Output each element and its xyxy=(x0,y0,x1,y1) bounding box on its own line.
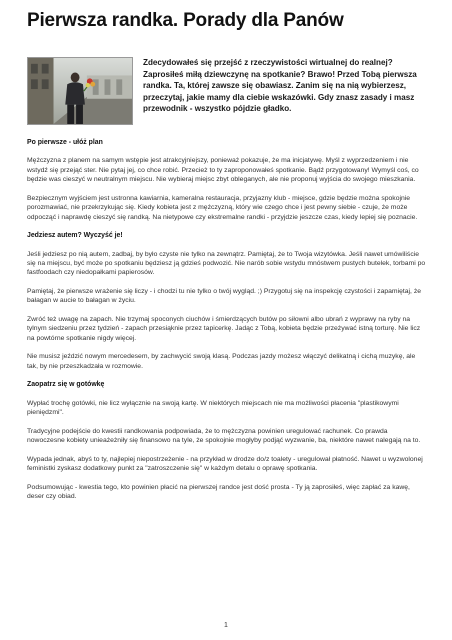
paragraph: Zwróć też uwagę na zapach. Nie trzymaj spoconych ciuchów i śmierdzących butów po siłowni albo ubrań z wyprawy na ryby na tylnym siedzeniu przez tydzień - zapach przesiąknie przez tapicerkę. Jadąc z Tobą, kobieta będzie przeżywać istną torturę. Nie licz na powtórne spotkanie nigdy więcej. xyxy=(27,316,421,342)
page-number: 1 xyxy=(224,622,228,629)
paragraph: Podsumowując - kwestia tego, kto powinien płacić na pierwszej randce jest dość prosta - Ty ją zaprosiłeś, więc zapłać za kawę, deser czy obiad. xyxy=(27,483,410,501)
article-body xyxy=(27,138,427,511)
paragraph: Wypada jednak, abyś to ty, najlepiej niepostrzeżenie - na przykład w drodze do/z toalety - uregulował płatność. Nawet u wyzwolonej feministki zyskasz dodatkowy punkt za "zatroszczenie się" w każdym detalu o oprawę spotkania. xyxy=(27,455,423,473)
paragraph: Pamiętaj, że pierwsze wrażenie się liczy - i chodzi tu nie tylko o twój wygląd. ;) Przygotuj się na inspekcję czystości i zapamiętaj, że bałagan w aucie to bałagan w życiu. xyxy=(27,288,422,305)
paragraph: Bezpiecznym wyjściem jest ustronna kawiarnia, kameralna restauracja, przyjazny klub - miejsce, gdzie będzie można spokojnie porozmawiać, nie przekrzykując się. Kiedy kobieta jest z mężczyzną, który wie czego chce i jest pewny siebie - czuje, że może odpocząć i naprawdę cieszyć się randką. Na nietypowe czy ekstremalne randki - przyjdzie jeszcze czas, kiedy lepiej się poznacie. xyxy=(27,194,418,221)
man-with-flowers-image xyxy=(28,58,132,124)
section-heading: Zaopatrz się w gotówkę xyxy=(27,381,105,389)
section-heading: Po pierwsze - ułóż plan xyxy=(27,139,103,146)
section xyxy=(27,380,427,501)
article-title: Pierwsza randka. Porady dla Panów xyxy=(27,10,344,31)
paragraph: Tradycyjne podejście do kwestii randkowania podpowiada, że to mężczyzna powinien uregulować rachunek. Co prawda nowoczesne kobiety unieażeżniły się finansowo na tyle, że spokojnie mogłyby podjąć wyzwanie, ba, niektóre nawet nalegają na to. xyxy=(27,427,421,445)
section-heading: Jedziesz autem? Wyczyść je! xyxy=(27,232,123,240)
paragraph: Wypłać trochę gotówki, nie licz wyłącznie na swoją kartę. W niektórych miejscach nie ma możliwości płacenia "plastikowymi pieniędzmi". xyxy=(27,399,399,417)
paragraph: Nie musisz jeździć nowym mercedesem, by zachwycić swoją klasą. Podczas jazdy możesz włączyć delikatną i cichą muzykę, ale tak, by nie przeszkadzała w rozmowie. xyxy=(27,353,416,370)
paragraph: Jeśli jedziesz po nią autem, zadbaj, by było czyste nie tylko na zewnątrz. Pamiętaj, że to Twoja wizytówka. Jeśli nawet umówiliście się na miejscu, być może po spotkaniu będziesz ją gdzieś podwozić. Nie narób sobie wstydu mnóstwem pustych butelek, torbami po fastfoodach czy niedopałkami papierosów. xyxy=(27,250,426,277)
section xyxy=(27,231,427,371)
paragraph: Mężczyzna z planem na samym wstępie jest atrakcyjniejszy, ponieważ pokazuje, że ma inicjatywę. Myśl z wyprzedzeniem i nie wstydź się przejąć ster. Nie pytaj jej, co chce robić. Przecież to ty zaproponowałeś spotkanie. Bądź przygotowany! Wymyśl coś, co będzie was cieszyć w neutralnym miejscu. Nie wybieraj miejsc zbyt obleganych, ale nie proponuj wyjścia do swojego mieszkania. xyxy=(27,157,419,184)
section xyxy=(27,138,427,222)
article-photo xyxy=(27,57,133,125)
article-lead: Zdecydowałeś się przejść z rzeczywistości wirtualnej do realnej? Zaprosiłeś miłą dziewczynę na spotkanie? Brawo! Przed Tobą pierwsza randka. Ta, której zawsze się obawiasz. Zanim się na nią wybierzesz, przeczytaj, jakie mamy dla ciebie wskazówki. Gdy znasz zasady i masz przewodnik - wszystko pójdzie gładko. xyxy=(143,58,417,114)
